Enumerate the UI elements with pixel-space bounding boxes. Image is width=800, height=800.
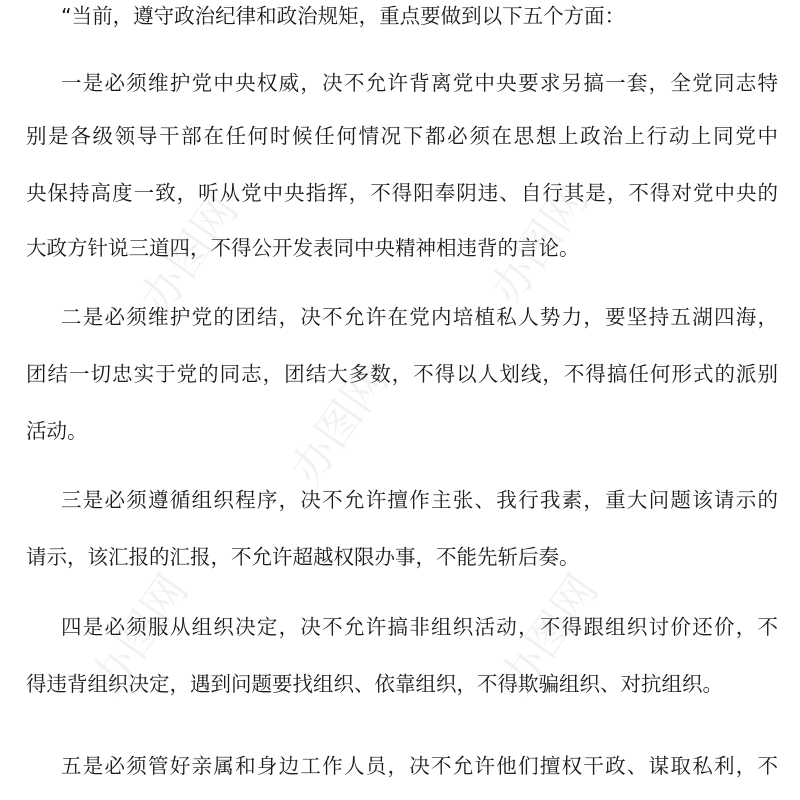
paragraph-4-line-2: 得违背组织决定，遇到问题要找组织、依靠组织，不得欺骗组织、对抗组织。 (26, 672, 723, 696)
paragraph-3-line-1: 三是必须遵循组织程序，决不允许擅作主张、我行我素，重大问题该请示的 (61, 488, 778, 512)
paragraph-2-line-3: 活动。 (26, 419, 88, 443)
watermark-text: 办图网 (480, 175, 599, 314)
watermark-text: 办图网 (280, 355, 399, 494)
paragraph-2-line-1: 二是必须维护党的团结，决不允许在党内培植私人势力，要坚持五湖四海， (61, 305, 778, 329)
paragraph-4-line-1: 四是必须服从组织决定，决不允许搞非组织活动，不得跟组织讨价还价，不 (61, 615, 778, 639)
paragraph-5-line-1: 五是必须管好亲属和身边工作人员，决不允许他们擅权干政、谋取私利，不 (61, 754, 778, 778)
paragraph-1-line-2: 别是各级领导干部在任何时候任何情况下都必须在思想上政治上行动上同党中 (26, 124, 778, 148)
intro-line: “当前，遵守政治纪律和政治规矩，重点要做到以下五个方面： (61, 4, 626, 28)
paragraph-2-line-2: 团结一切忠实于党的同志，团结大多数，不得以人划线，不得搞任何形式的派别 (26, 362, 778, 386)
watermark-text: 办图网 (80, 565, 199, 704)
paragraph-1-line-1: 一是必须维护党中央权威，决不允许背离党中央要求另搞一套，全党同志特 (61, 71, 778, 95)
watermark-text: 办图网 (130, 185, 249, 324)
watermark-text: 办图网 (490, 565, 609, 704)
paragraph-1-line-3: 央保持高度一致，听从党中央指挥，不得阳奉阴违、自行其是，不得对党中央的 (26, 181, 778, 205)
paragraph-1-line-4: 大政方针说三道四，不得公开发表同中央精神相违背的言论。 (26, 236, 580, 260)
paragraph-3-line-2: 请示，该汇报的汇报，不允许超越权限办事，不能先斩后奏。 (26, 545, 580, 569)
